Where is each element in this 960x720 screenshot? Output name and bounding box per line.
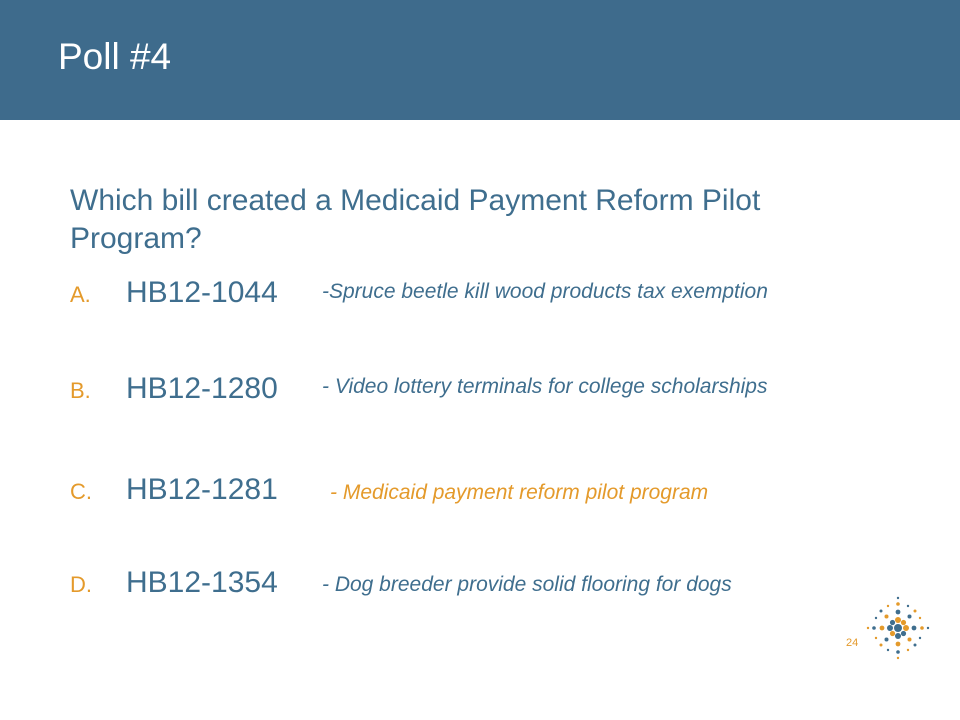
option-d-letter: D. (70, 572, 92, 597)
starburst-logo-icon (866, 596, 930, 660)
poll-question: Which bill created a Medicaid Payment Reform Pilot Program? (70, 184, 761, 255)
option-b-letter: B. (70, 378, 91, 403)
option-d-bill: HB12-1354 (126, 566, 278, 599)
option-d-description: - Dog breeder provide solid flooring for dogs (322, 573, 732, 596)
option-c-letter: C. (70, 479, 92, 504)
page-number: 24 (846, 637, 859, 649)
option-c-bill: HB12-1281 (126, 473, 278, 506)
option-a-bill: HB12-1044 (126, 276, 278, 309)
slide-title: Poll #4 (58, 36, 172, 77)
option-a-description: -Spruce beetle kill wood products tax exemption (322, 280, 768, 303)
option-b-bill: HB12-1280 (126, 372, 278, 405)
option-c-description: - Medicaid payment reform pilot program (330, 481, 709, 504)
option-b-description: - Video lottery terminals for college scholarships (322, 375, 768, 398)
option-a-letter: A. (70, 282, 91, 307)
